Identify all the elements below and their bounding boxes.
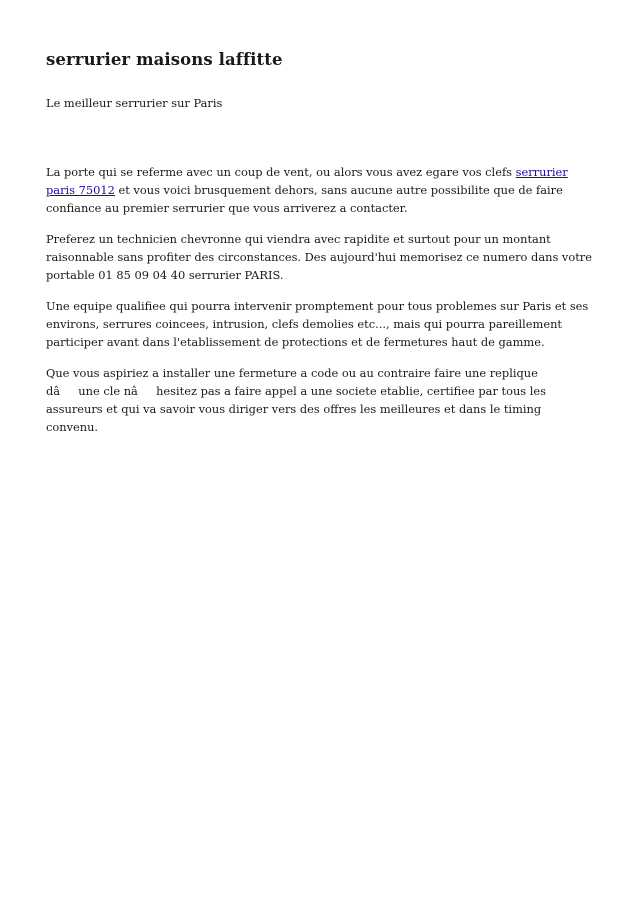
article-body (46, 163, 594, 449)
page-title: serrurier maisons laffitte (46, 50, 283, 69)
paragraph-2: Preferez un technicien chevronne qui viendra avec rapidite et surtout pour un montant raisonnable sans profiter des circonstances. Des aujourd'hui memorisez ce numero dans votre portable 01 85 09 04 40 serrurier PARIS. (46, 232, 592, 282)
paragraph-1-text-after: et vous voici brusquement dehors, sans aucune autre possibilite que de faire confiance au premier serrurier que vous arriverez a contacter. (46, 183, 563, 215)
paragraph-1-text-before: La porte qui se referme avec un coup de vent, ou alors vous avez egare vos clefs (46, 165, 516, 179)
paragraph-4: Que vous aspiriez a installer une fermeture a code ou au contraire faire une replique dâune cle nâhesitez pas a faire appel a une societe etablie, certifiee par tous les assureurs et qui va savoir vous diriger vers des offres les meilleures et dans le timing convenu. (46, 366, 547, 434)
paragraph-1 (46, 163, 594, 217)
serrurier-paris-link[interactable]: serrurier paris 75012 (46, 165, 568, 197)
page-subtitle: Le meilleur serrurier sur Paris (46, 96, 223, 110)
paragraph-3: Une equipe qualifiee qui pourra intervenir promptement pour tous problemes sur Paris et ses environs, serrures coincees, intrusion, clefs demolies etc..., mais qui pourra pareillement participer avant dans l'etablissement de protections et de fermetures haut de gamme. (46, 299, 589, 349)
